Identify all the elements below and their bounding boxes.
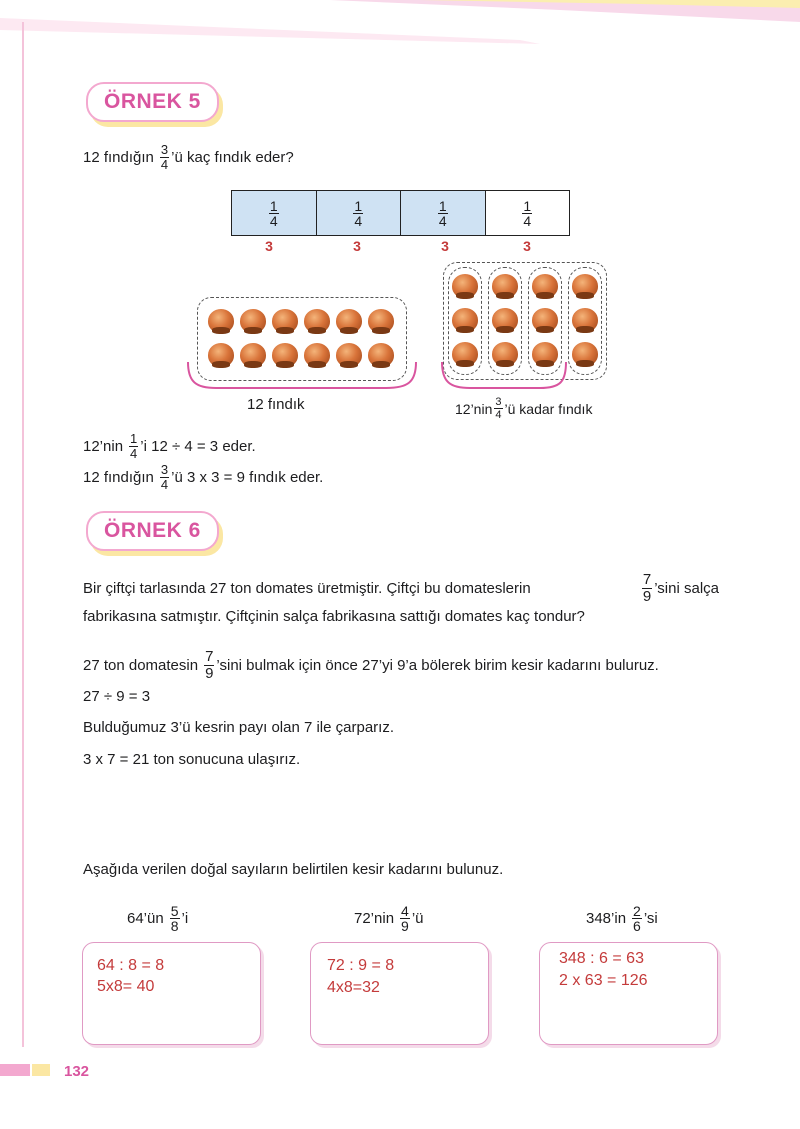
instruction-text: Aşağıda verilen doğal sayıların belirtilen kesir kadarını bulunuz. [83, 861, 504, 878]
solution-fraction [204, 649, 214, 682]
prompt-text-end: ’i [181, 910, 189, 927]
exercise-item-3-prompt [586, 904, 658, 933]
fraction-numerator: 7 [205, 648, 214, 665]
answer-box-1[interactable] [82, 942, 261, 1045]
strip-value: 3 [265, 238, 273, 254]
fraction-numerator: 3 [160, 142, 169, 157]
footer-bar-pink [0, 1064, 30, 1076]
solution-text: Bulduğumuz 3’ü kesrin payı olan 7 ile çarparız. [83, 719, 395, 736]
strip-cell [317, 191, 402, 235]
fraction-denominator: 6 [633, 918, 641, 934]
solution-fraction [129, 432, 138, 461]
label-text-end: ’ü kadar fındık [504, 400, 593, 417]
answer-line-1: 72 : 9 = 8 [327, 957, 395, 974]
answer-line-2: 4x8=32 [327, 979, 380, 996]
solution6-line-2 [83, 688, 150, 705]
fraction-denominator: 8 [170, 918, 179, 934]
answer-box-3[interactable] [539, 942, 718, 1045]
solution-fraction [160, 463, 169, 492]
hazelnut-icon [336, 309, 362, 333]
fraction-numerator: 2 [633, 903, 641, 919]
fraction-strip [231, 190, 570, 236]
fraction-numerator: 3 [495, 396, 502, 408]
exercise-instruction [83, 861, 503, 878]
solution-text-end: ’sini bulmak için önce 27’yi 9’a bölerek birim kesir kadarını buluruz. [216, 657, 659, 674]
problem-fraction [642, 572, 652, 605]
label-12-findik [247, 396, 305, 413]
hazelnut-icon [532, 308, 558, 332]
problem-line-2 [83, 608, 585, 625]
strip-value: 3 [353, 238, 361, 254]
cell-numerator: 1 [438, 197, 447, 214]
fraction-numerator: 4 [401, 903, 409, 919]
prompt-text-end: ’si [643, 910, 658, 927]
strip-cell [486, 191, 570, 235]
strip-value: 3 [441, 238, 449, 254]
cell-numerator: 1 [523, 197, 532, 214]
page-number: 132 [64, 1063, 90, 1080]
hazelnut-icon [572, 308, 598, 332]
solution-line-1 [83, 432, 256, 461]
footer-bar-yellow [32, 1064, 50, 1076]
solution-line-2 [83, 463, 323, 492]
hazelnut-icon [208, 309, 234, 333]
question-text-end: ’ü kaç fındık eder? [171, 149, 294, 166]
hazelnut-icon [368, 309, 394, 333]
prompt-text: 348’in [586, 910, 627, 927]
cell-denominator: 4 [523, 212, 532, 229]
label-text: 12’nin [455, 400, 493, 417]
hazelnut-icon [304, 309, 330, 333]
problem-text: fabrikasına satmıştır. Çiftçinin salça fabrikasına sattığı domates kaç tondur? [83, 608, 585, 625]
hazelnut-icon [532, 274, 558, 298]
answer-line-2: 2 x 63 = 126 [559, 972, 648, 989]
hazelnut-icon [452, 308, 478, 332]
answer-line-2: 5x8= 40 [97, 978, 155, 995]
prompt-fraction [400, 904, 410, 933]
fraction-numerator: 1 [130, 431, 138, 446]
problem-text-end: ’sini salça [654, 580, 719, 597]
right-group-bracket [440, 360, 570, 394]
solution6-line-3 [83, 719, 394, 736]
problem-line-1 [83, 572, 719, 605]
solution-text-end: ’i 12 ÷ 4 = 3 eder. [140, 438, 256, 455]
page-margin-rule [22, 22, 24, 1047]
cell-denominator: 4 [354, 212, 363, 229]
cell-numerator: 1 [354, 197, 363, 214]
fraction-denominator: 4 [130, 446, 138, 461]
exercise-item-2-prompt [354, 904, 424, 933]
example-6-badge [86, 511, 219, 551]
solution6-line-4 [83, 751, 300, 768]
fraction-denominator: 9 [401, 918, 409, 934]
example-6-badge-label: ÖRNEK 6 [104, 519, 201, 542]
prompt-fraction [170, 904, 180, 933]
problem-text: Bir çiftçi tarlasında 27 ton domates üretmiştir. Çiftçi bu domateslerin [83, 580, 531, 597]
answer-line-1: 348 : 6 = 63 [559, 950, 644, 967]
solution-text: 12 fındığın [83, 469, 154, 486]
fraction-denominator: 9 [205, 665, 214, 682]
hazelnut-icon [272, 309, 298, 333]
question-text: 12 fındığın [83, 149, 154, 166]
exercise-item-1-prompt [127, 904, 188, 933]
example-5-badge-label: ÖRNEK 5 [104, 90, 201, 113]
hazelnut-icon [240, 309, 266, 333]
solution-text-end: ’ü 3 x 3 = 9 fındık eder. [171, 469, 324, 486]
solution-text: 27 ton domatesin [83, 657, 199, 674]
left-group-bracket [186, 360, 418, 394]
hazelnut-icon [492, 308, 518, 332]
label-text: 12 fındık [247, 396, 305, 413]
strip-value: 3 [523, 238, 531, 254]
hazelnut-icon [492, 274, 518, 298]
solution-text: 27 ÷ 9 = 3 [83, 688, 151, 705]
fraction-denominator: 4 [160, 477, 169, 492]
cell-denominator: 4 [438, 212, 447, 229]
solution-text: 3 x 7 = 21 ton sonucuna ulaşırız. [83, 751, 301, 768]
fraction-denominator: 4 [160, 157, 169, 172]
hazelnut-icon [452, 274, 478, 298]
fraction-denominator: 4 [495, 409, 502, 421]
example-5-question [83, 143, 294, 172]
prompt-text-end: ’ü [411, 910, 424, 927]
strip-cell [232, 191, 317, 235]
solution-text: 12’nin [83, 438, 124, 455]
prompt-text: 64’ün [127, 910, 164, 927]
header-decoration [0, 0, 800, 60]
cell-denominator: 4 [269, 212, 278, 229]
fraction-numerator: 5 [170, 903, 179, 919]
fraction-numerator: 7 [642, 571, 652, 588]
label-fraction [494, 396, 502, 421]
fraction-numerator: 3 [160, 462, 169, 477]
label-right-group [455, 396, 592, 421]
hazelnut-icon [572, 274, 598, 298]
solution6-line-1 [83, 649, 659, 682]
strip-cell [401, 191, 486, 235]
hazelnut-icon [572, 342, 598, 366]
question-fraction [160, 143, 169, 172]
cell-numerator: 1 [269, 197, 278, 214]
example-5-badge [86, 82, 219, 122]
fraction-denominator: 9 [642, 588, 652, 605]
answer-box-2[interactable] [310, 942, 489, 1045]
prompt-text: 72’nin [354, 910, 395, 927]
prompt-fraction [632, 904, 642, 933]
answer-line-1: 64 : 8 = 8 [97, 957, 165, 974]
